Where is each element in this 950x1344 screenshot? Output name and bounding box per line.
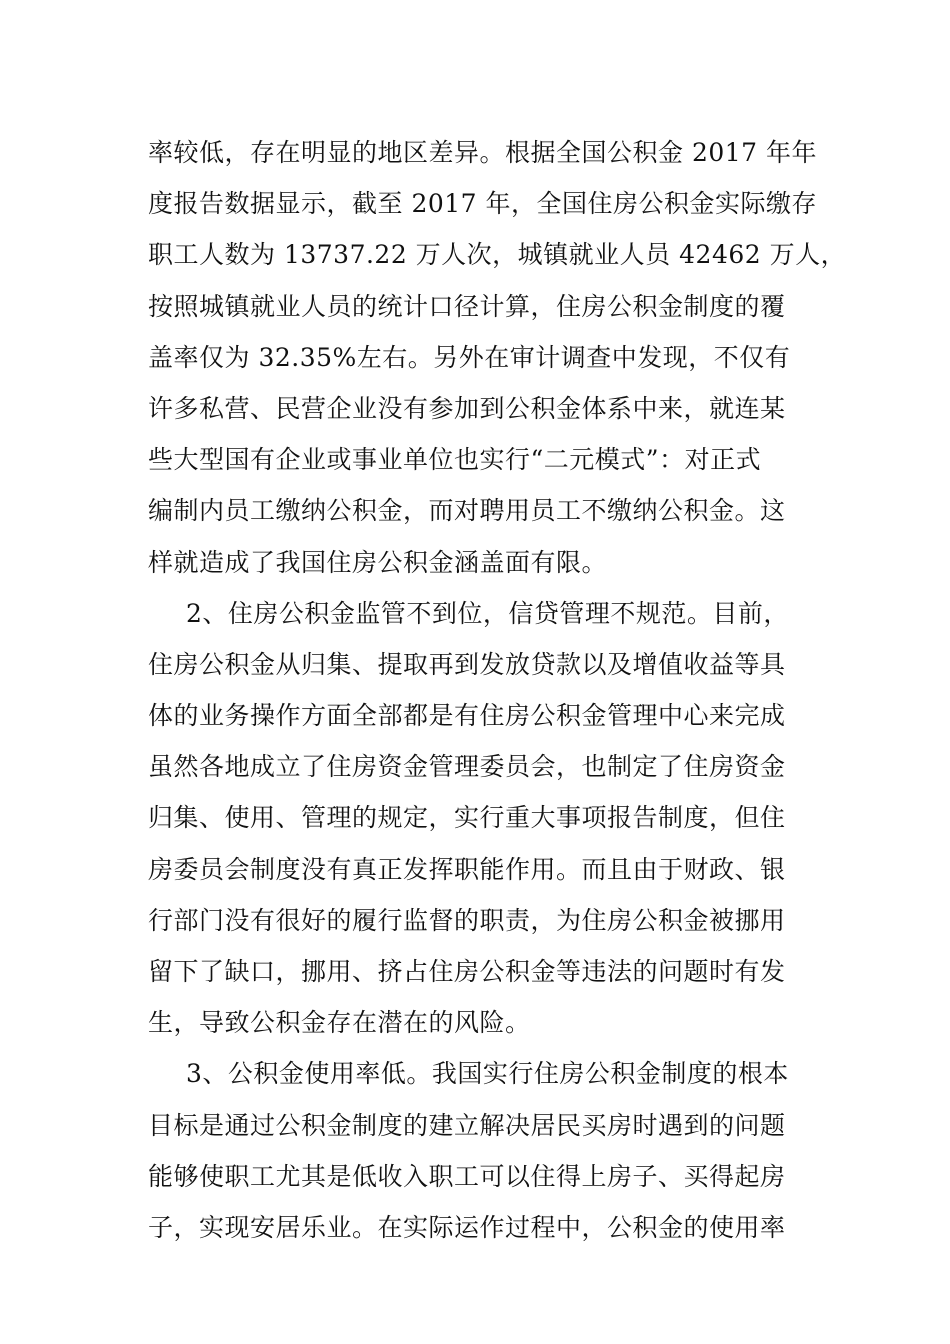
text-line: 许多私营、民营企业没有参加到公积金体系中来，就连某 [148,393,786,423]
paragraph-heading-line: 2、住房公积金监管不到位，信贷管理不规范。目前， [186,598,789,628]
text-line: 盖率仅为 32.35%左右。另外在审计调查中发现，不仅有 [148,342,791,372]
text-line: 房委员会制度没有真正发挥职能作用。而且由于财政、银 [148,854,786,884]
text-line: 目标是通过公积金制度的建立解决居民买房时遇到的问题 [148,1110,786,1140]
text-line: 能够使职工尤其是低收入职工可以住得上房子、买得起房 [148,1161,786,1191]
text-line: 住房公积金从归集、提取再到发放贷款以及增值收益等具 [148,649,786,679]
text-line: 体的业务操作方面全部都是有住房公积金管理中心来完成 [148,701,786,731]
paragraph-heading-line: 3、公积金使用率低。我国实行住房公积金制度的根本 [186,1059,789,1089]
text-line: 职工人数为 13737.22 万人次，城镇就业人员 42462 万人， [148,240,847,270]
text-line: 度报告数据显示，截至 2017 年，全国住房公积金实际缴存 [148,189,818,219]
text-line: 子，实现安居乐业。在实际运作过程中，公积金的使用率 [148,1212,786,1242]
text-line: 归集、使用、管理的规定，实行重大事项报告制度，但住 [148,803,786,833]
text-line: 留下了缺口，挪用、挤占住房公积金等违法的问题时有发 [148,957,786,986]
text-line: 率较低，存在明显的地区差异。根据全国公积金 2017 年年 [148,138,818,167]
text-line: 生，导致公积金存在潜在的风险。 [148,1008,531,1038]
text-line: 些大型国有企业或事业单位也实行“二元模式”：对正式 [148,445,762,475]
text-line: 编制内员工缴纳公积金，而对聘用员工不缴纳公积金。这 [148,496,786,526]
text-line: 样就造成了我国住房公积金涵盖面有限。 [148,547,608,577]
document-body [148,127,847,1253]
text-line: 虽然各地成立了住房资金管理委员会，也制定了住房资金 [148,752,786,782]
text-line: 行部门没有很好的履行监督的职责，为住房公积金被挪用 [148,905,786,935]
text-line: 按照城镇就业人员的统计口径计算，住房公积金制度的覆 [148,291,786,321]
